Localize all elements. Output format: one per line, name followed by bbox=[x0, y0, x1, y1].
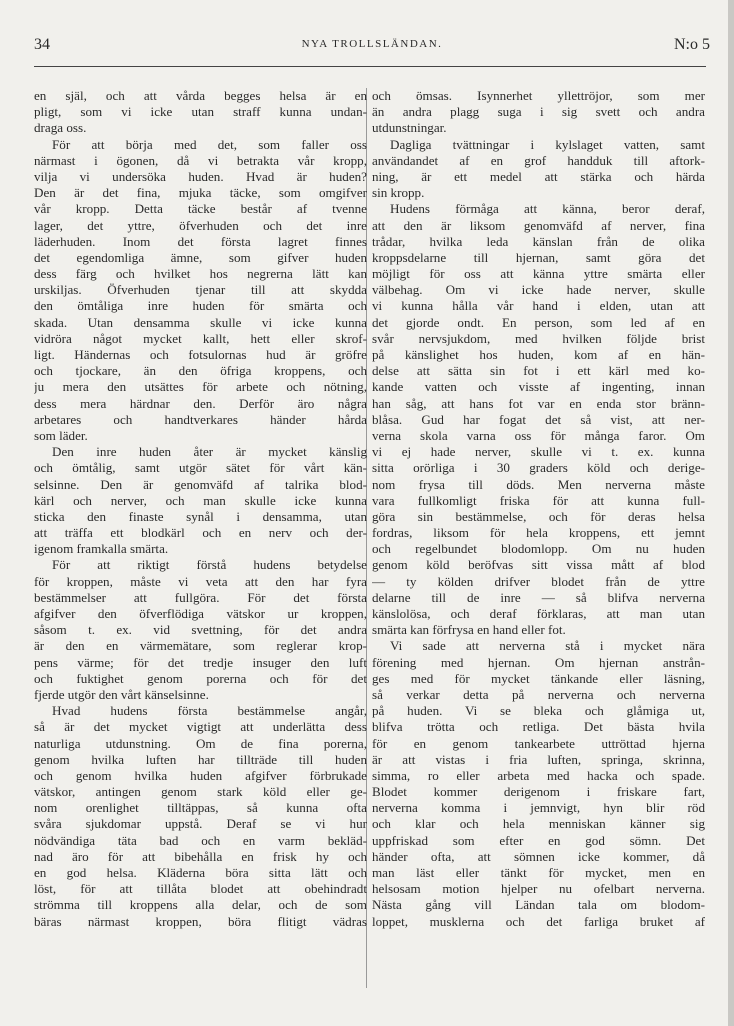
text-line: pens värme; för det tredje insuger den luft bbox=[34, 654, 367, 670]
text-line: närmast i ögonen, då vi betrakta vår kropp, bbox=[34, 152, 367, 168]
text-line: — ty kölden drifver blodet från de yttre bbox=[372, 573, 705, 589]
text-line: förening med hjernan. Om hjernan anstrån- bbox=[372, 654, 705, 670]
text-line: att den är liksom genomväfd af nerver, fina bbox=[372, 217, 705, 233]
right-column bbox=[372, 88, 705, 993]
running-title: NYA TROLLSLÄNDAN. bbox=[301, 38, 443, 50]
text-line: fjerde utgör den vårt känselsinne. bbox=[34, 686, 209, 702]
left-column bbox=[34, 88, 367, 993]
text-line: och tjockare, än den öfriga kroppens, och bbox=[34, 363, 367, 379]
text-line: på känslighet hos huden, kom af en hän- bbox=[372, 347, 705, 362]
text-line: det egendomliga ämne, som gifver huden bbox=[34, 249, 367, 265]
text-line: Hudens förmåga att känna, beror deraf, bbox=[390, 201, 705, 217]
text-line: göra sin bestämmelse, och för deras helsa bbox=[372, 508, 705, 524]
text-line: afgifver den öfverflödiga vätskor ur kroppen, bbox=[34, 606, 367, 621]
text-line: sin kropp. bbox=[372, 185, 425, 201]
text-line: strömma till kroppens alla delar, och de som bbox=[34, 897, 367, 913]
issue-number: N:o 5 bbox=[674, 36, 710, 53]
text-line: nom frysa till döds. Men nerverna måste bbox=[372, 476, 705, 492]
text-line: Nästa gång vill Ländan tala om blodom- bbox=[372, 897, 705, 913]
text-line: ning, är ett medel att stärka och härda bbox=[372, 168, 705, 184]
text-line: välbehag. Om vi icke hade nerver, skulle bbox=[372, 282, 705, 298]
text-line: draga oss. bbox=[34, 120, 87, 136]
text-line: på huden. Vi se bleka och glåmiga ut, bbox=[372, 703, 705, 719]
text-line: Den inre huden åter är mycket känslig bbox=[52, 444, 367, 460]
text-line: sitta orörliga i 30 graders köld och derige- bbox=[372, 460, 705, 476]
text-line: genom köld beröfvas sitt vissa mått af blod bbox=[372, 557, 705, 573]
text-line: kärl och nerver, och man skulle icke kunna bbox=[34, 492, 367, 508]
text-line: vätskor, antingen genom stark köld eller ge- bbox=[34, 784, 367, 800]
text-line: genom hvilka luften har tillträde till huden bbox=[34, 751, 367, 767]
text-line: en själ, och att vårda begges helsa är en bbox=[34, 88, 367, 103]
text-line: nad äro för att bibehålla en frisk hy och bbox=[34, 848, 367, 864]
text-line: Vi sade att nerverna stå i mycket nära bbox=[390, 638, 705, 654]
text-line: nom orenlighet tilltäppas, så kunna ofta bbox=[34, 800, 367, 816]
text-line: blifva trötta och retliga. Det bästa hvila bbox=[372, 719, 705, 735]
text-line: För att börja med det, som faller oss bbox=[52, 136, 367, 152]
text-line: man läst eller tänkt för mycket, men en bbox=[372, 865, 705, 880]
text-line: Dagliga tvättningar i kylslaget vatten, samt bbox=[390, 136, 705, 152]
text-line: sticka den finaste synål i densamma, utan bbox=[34, 508, 367, 524]
text-line: och ömsas. Isynnerhet yllettröjor, som mer bbox=[372, 88, 705, 103]
text-line: löst, för att tillåta blodet att obehindradt bbox=[34, 881, 367, 897]
text-line: vi ej hade nerver, skulle vi t. ex. kunna bbox=[372, 444, 705, 460]
text-line: bestämmelser att fullgöra. För det första bbox=[34, 589, 367, 605]
text-line: nerverna komma i jemnvigt, hyn blir röd bbox=[372, 800, 705, 816]
text-line: smärta kan förfrysa en hand eller fot. bbox=[372, 622, 566, 638]
text-line: än andra plagg suga i sig svett och andra bbox=[372, 104, 705, 120]
text-line: lager, det yttre, öfverhuden och det inre bbox=[34, 217, 367, 233]
text-line: är att vistas i fria luften, springa, skrinna, bbox=[372, 751, 705, 767]
text-line: för kroppen, måste vi veta att den har fyra bbox=[34, 573, 367, 589]
text-line: utdunstningar. bbox=[372, 120, 447, 136]
text-line: delse att sätta sin fot i ett kärl med ko- bbox=[372, 363, 705, 379]
text-line: vilja vi undersöka huden. Hvad är huden? bbox=[34, 168, 367, 184]
text-line: Den är det fina, mjuka täcke, som omgifver bbox=[34, 185, 367, 201]
text-line: skada. Utan densamma skulle vi icke kunna bbox=[34, 314, 367, 330]
text-line: vår kropp. Detta täcke består af tvenne bbox=[34, 201, 367, 217]
text-line: ges med för mycket tänkande eller läsning, bbox=[372, 670, 705, 686]
page-edge bbox=[728, 0, 734, 1026]
text-line: och klar och hela menniskan känner sig bbox=[372, 816, 705, 832]
header-rule bbox=[34, 66, 706, 67]
text-line: bäras närmast kroppen, böra flitigt vädras bbox=[34, 913, 367, 929]
page-header bbox=[34, 32, 710, 58]
text-line: ligt. Händernas och fotsulornas hud är gröfre bbox=[34, 347, 367, 362]
text-line: såsom t. ex. vid svettning, för det andra bbox=[34, 622, 367, 638]
text-line: så verkar detta på nerverna och nerverna bbox=[372, 686, 705, 702]
text-line: loppet, musklerna och det farliga bruket af bbox=[372, 913, 705, 929]
text-line: händer ofta, att sömnen icke kommer, då bbox=[372, 848, 705, 864]
text-line: uppfriskad som efter en god sömn. Det bbox=[372, 832, 705, 848]
text-line: helsosam motion hjelper nu ofelbart nerverna. bbox=[372, 881, 705, 897]
text-line: nödvändiga täta bad och en varm bekläd- bbox=[34, 832, 367, 848]
text-line: dess färg och hvilket hos negrerna lätt kan bbox=[34, 266, 367, 282]
text-line: en god helsa. Kläderna böra sitta lätt och bbox=[34, 865, 367, 880]
text-line: för en genom tankearbete uttröttad hjerna bbox=[372, 735, 705, 751]
text-line: verna skola varna oss för många faror. Om bbox=[372, 427, 705, 443]
text-line: Hvad hudens första bestämmelse angår, bbox=[52, 703, 367, 719]
text-line: trådar, hvilka leda känslan från de olika bbox=[372, 233, 705, 249]
text-line: är den en värmemätare, som reglerar krop- bbox=[34, 638, 367, 654]
text-line: användandet af en grof handduk till aftork- bbox=[372, 152, 705, 168]
text-line: den ömtåliga inre huden för smärta och bbox=[34, 298, 367, 314]
text-line: kroppsdelarne till hjernan, samt göra det bbox=[372, 249, 705, 265]
text-line: dess mera härdnar den. Derför äro några bbox=[34, 395, 367, 411]
text-line: svåra sjukdomar uppstå. Deraf se vi hur bbox=[34, 816, 367, 832]
text-line: urskiljas. Öfverhuden tjenar till att skydda bbox=[34, 282, 367, 298]
text-line: svår nervsjukdom, med hvilken följde brist bbox=[372, 330, 705, 346]
text-line: möjligt för oss att känna yttre smärta eller bbox=[372, 266, 705, 282]
text-line: och fuktighet genom porerna och för det bbox=[34, 670, 367, 686]
text-line: För att riktigt förstå hudens betydelse bbox=[52, 557, 367, 573]
text-line: läderhuden. Inom det första lagret finnes bbox=[34, 233, 367, 249]
text-line: och ömtålig, samt utgör sätet för vårt kän- bbox=[34, 460, 367, 476]
text-line: och genom hvilka huden afgifver förbrukade bbox=[34, 767, 367, 783]
text-line: kande vatten och visste af ingenting, innan bbox=[372, 379, 705, 395]
text-line: ju mera den utsättes för arbete och nötning, bbox=[34, 379, 367, 395]
text-line: så är det mycket vigtigt att underlätta dess bbox=[34, 719, 367, 735]
text-line: arbetares och handtverkares händer hårda bbox=[34, 411, 367, 427]
text-line: det gjorde ondt. En person, som led af en bbox=[372, 314, 705, 330]
text-line: känslolösa, och deraf förklaras, att man utan bbox=[372, 606, 705, 621]
text-line: vi kunna hålla vår hand i elden, utan att bbox=[372, 298, 705, 314]
text-line: naturliga utdunstning. Om de fina porerna, bbox=[34, 735, 367, 751]
text-line: han såg, att hans fot var en enda stor bränn- bbox=[372, 395, 705, 411]
text-line: delarne till de inre — så blifva nerverna bbox=[372, 589, 705, 605]
text-line: att träffa ett blodkärl och en nerv och der- bbox=[34, 525, 367, 541]
text-line: pligt, som vi icke utan straff kunna undan- bbox=[34, 104, 367, 120]
text-line: blåsa. Gud har fogat det så vist, att ner- bbox=[372, 411, 705, 427]
text-line: selsinne. Den är genomväfd af talrika blod- bbox=[34, 476, 367, 492]
text-line: och regelbundet blodomlopp. Om nu huden bbox=[372, 541, 705, 557]
text-line: som läder. bbox=[34, 427, 88, 443]
text-line: Blodet kommer derigenom i friskare fart, bbox=[372, 784, 705, 800]
text-line: vidröra något mycket kallt, hett eller skrof- bbox=[34, 330, 367, 346]
page-number: 34 bbox=[34, 36, 50, 53]
text-line: vara fullkomligt friska för att kunna full- bbox=[372, 492, 705, 508]
text-line: fordras, liksom för hela kroppens, ett jemnt bbox=[372, 525, 705, 541]
text-line: simma, ro eller arbeta med hacka och spade. bbox=[372, 767, 705, 783]
text-line: igenom framkalla smärta. bbox=[34, 541, 169, 557]
